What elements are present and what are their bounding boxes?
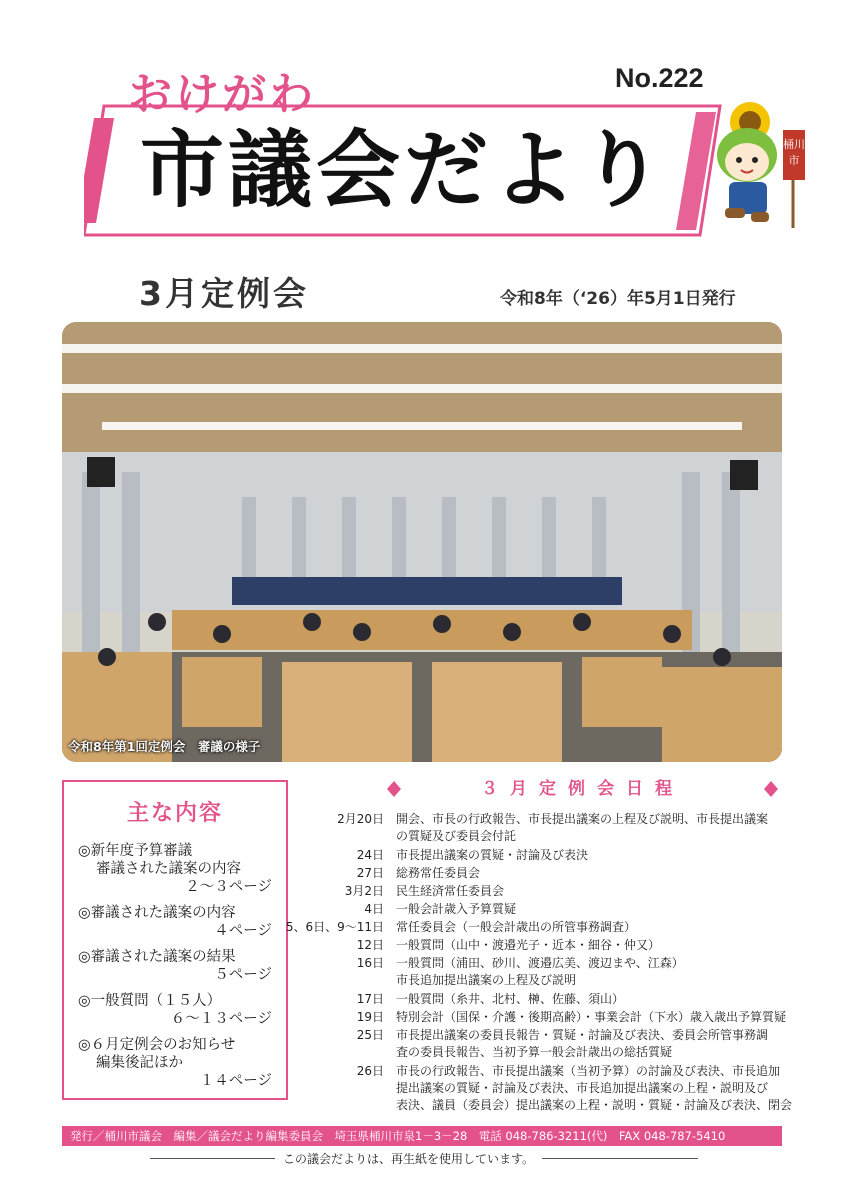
schedule-date: 26日 bbox=[356, 1064, 384, 1078]
schedule-date: 25日 bbox=[356, 1028, 384, 1042]
issue-number: No.222 bbox=[615, 63, 704, 93]
schedule-date: 19日 bbox=[356, 1010, 384, 1024]
schedule-heading: ３月定例会日程 bbox=[481, 779, 684, 799]
series-name: おけがわ bbox=[128, 69, 316, 120]
session-title: 3月定例会 bbox=[139, 274, 309, 313]
contents-item: ◎審議された議案の内容 ４ページ bbox=[78, 905, 272, 939]
schedule-text: 市長提出議案の委員長報告・質疑・討論及び表決、委員会所管事務調 bbox=[396, 1028, 769, 1042]
schedule-text: 常任委員会（一般会計歳出の所管事務調査） bbox=[396, 920, 637, 934]
schedule-date: 24日 bbox=[356, 848, 384, 862]
schedule-text: 特別会計（国保・介護・後期高齢）・事業会計（下水）歳入歳出予算質疑 bbox=[396, 1010, 787, 1024]
schedule-date: 3月2日 bbox=[344, 884, 384, 898]
newsletter-title: 市議会だより bbox=[140, 121, 669, 219]
schedule-text: 表決、議員（委員会）提出議案の上程・説明・質疑・討論及び表決、閉会 bbox=[396, 1098, 793, 1112]
schedule-text: の質疑及び委員会付託 bbox=[396, 829, 517, 843]
mascot-illustration bbox=[705, 100, 820, 235]
contents-item: ◎６月定例会のお知らせ 編集後記ほか １４ページ bbox=[78, 1037, 272, 1089]
schedule-text: 一般会計歳入予算質疑 bbox=[396, 902, 517, 916]
mascot-flag-text: 桶川 bbox=[783, 138, 805, 151]
schedule-text: 市長の行政報告、市長提出議案（当初予算）の討論及び表決、市長追加 bbox=[396, 1064, 781, 1078]
schedule-text: 査の委員長報告、当初予算一般会計歳出の総括質疑 bbox=[396, 1045, 673, 1059]
publisher-bar: 発行／桶川市議会 編集／議会だより編集委員会 埼玉県桶川市泉1－3－28 電話 048-786-3211(代) FAX 048-787-5410 bbox=[62, 1126, 782, 1146]
schedule-date: 2月20日 bbox=[337, 812, 384, 826]
schedule-date: 5、6日、9～11日 bbox=[285, 920, 384, 934]
contents-item: ◎一般質問（１５人） ６～１３ページ bbox=[78, 993, 272, 1027]
schedule-text: 総務常任委員会 bbox=[396, 866, 481, 880]
schedule-date: 27日 bbox=[356, 866, 384, 880]
schedule-text: 一般質問（浦田、砂川、渡邉広美、渡辺まや、江森） bbox=[396, 956, 684, 970]
schedule-text: 提出議案の質疑・討論及び表決、市長追加提出議案の上程・説明及び bbox=[396, 1081, 769, 1095]
issue-date: 令和8年（‘26）年5月1日発行 bbox=[500, 289, 736, 309]
contents-box bbox=[62, 780, 288, 1100]
assembly-photo bbox=[62, 322, 782, 762]
schedule-text: 民生経済常任委員会 bbox=[396, 884, 505, 898]
schedule-date: 12日 bbox=[356, 938, 384, 952]
schedule-text: 開会、市長の行政報告、市長提出議案の上程及び説明、市長提出議案 bbox=[396, 812, 769, 826]
recycled-paper-note: この議会だよりは、再生紙を使用しています。 bbox=[275, 1150, 542, 1167]
schedule-text: 市長追加提出議案の上程及び説明 bbox=[396, 973, 577, 987]
schedule-text: 市長提出議案の質疑・討論及び表決 bbox=[396, 848, 589, 862]
schedule-date: 16日 bbox=[356, 956, 384, 970]
svg-text:市: 市 bbox=[788, 154, 800, 167]
schedule-date: 17日 bbox=[356, 992, 384, 1006]
schedule-text: 一般質問（山中・渡邉光子・近本・細谷・仲又） bbox=[396, 938, 661, 952]
contents-item: ◎審議された議案の結果 ５ページ bbox=[78, 949, 272, 983]
contents-item: ◎新年度予算審議 審議された議案の内容 ２～３ページ bbox=[78, 843, 272, 895]
schedule-date: 4日 bbox=[364, 902, 384, 916]
contents-heading: 主な内容 bbox=[126, 801, 223, 826]
schedule-text: 一般質問（糸井、北村、榊、佐藤、須山） bbox=[396, 992, 625, 1006]
photo-caption: 令和8年第1回定例会 審議の様子 bbox=[68, 739, 261, 754]
